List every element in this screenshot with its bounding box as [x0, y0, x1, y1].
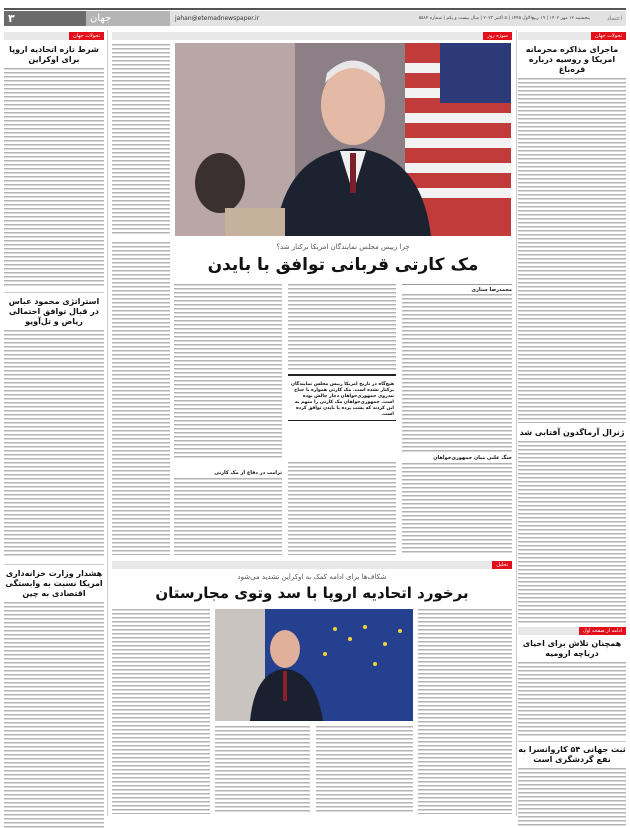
story-title[interactable]: ماجرای مذاکره محرمانه امریکا و روسیه درباره قره‌باغ: [525, 45, 619, 74]
story-title[interactable]: هشدار وزارت خزانه‌داری امریکا نسبت به وابستگی اقتصادی به چین: [4, 564, 104, 599]
section-label: تحولات جهان: [69, 32, 104, 40]
story-body: [518, 662, 626, 738]
story-body: [4, 68, 104, 286]
story-body: [518, 441, 626, 623]
left-column: [4, 32, 104, 828]
section-title: جهان: [86, 11, 170, 26]
section-email[interactable]: jahan@etemadnewspaper.ir: [175, 15, 260, 22]
orban-photo-graphic: [215, 609, 413, 721]
story-title[interactable]: استراتژی محمود عباس در قبال توافق احتمالی ریاض و تل‌آویو: [4, 292, 104, 327]
continued-label: ادامه از صفحه اول: [579, 627, 626, 635]
pull-quote: هیچ‌گاه در تاریخ امریکا رییس مجلس نمایندگان برکنار نشده است. مک کارتی همواره با جناح تندروی جمهوری‌خواهان دچار چالش بوده است. جمهوری‌خواهان مک کارتی را متهم به این کردند که پشت پرده با بایدن توافق کرده است.: [288, 374, 396, 421]
main-headline[interactable]: مک کارتی قربانی توافق با بایدن: [207, 255, 479, 275]
mccarthy-photo: [175, 43, 511, 236]
story-title[interactable]: ثبت جهانی ۵۴ کاروانسرا به نفع گردشگری است: [518, 741, 626, 765]
story-body: [518, 78, 626, 423]
column-divider: [516, 30, 517, 816]
subhead: ترامپ در دفاع از مک کارتی: [214, 470, 282, 476]
article-column: [174, 478, 282, 555]
page-number: ۳: [4, 11, 86, 26]
newspaper-logo: اعتماد: [606, 15, 622, 22]
analysis-label-bar: [112, 561, 512, 569]
article-column: [215, 726, 310, 814]
article-column: [418, 609, 512, 814]
date-line: پنجشنبه ۱۲ مهر ۱۴۰۲ | ۱۹ ربیع‌الاول ۱۴۴۵ | ۵ اکتبر ۲۰۲۳ | سال بیست و یکم | شماره ۵۵۸۴: [418, 16, 590, 21]
article-column: [288, 284, 396, 370]
main-label: سوژه روز: [483, 32, 512, 40]
orban-photo: [215, 609, 413, 721]
mccarthy-photo-graphic: [175, 43, 511, 236]
lead-text: [112, 44, 170, 236]
byline: محمدرضا ستاری: [402, 284, 512, 293]
article-column: [402, 463, 512, 555]
article-column: [316, 726, 413, 814]
right-label-bar: [518, 32, 626, 40]
main-label-bar: [112, 32, 512, 40]
subhead: جنگ علنی میان جمهوری‌خواهان: [433, 455, 512, 461]
article-column: [288, 462, 396, 555]
column-divider: [107, 30, 108, 816]
analysis-headline[interactable]: برخورد اتحادیه اروپا با سد وتوی مجارستان: [155, 584, 469, 602]
article-column: [174, 284, 282, 459]
right-column: [518, 32, 626, 828]
story-title[interactable]: شرط تازه اتحادیه اروپا برای اوکراین: [9, 45, 99, 64]
story-body: [4, 330, 104, 558]
continued-label-bar: [518, 627, 626, 635]
story-body: [518, 768, 626, 828]
top-rule: [4, 8, 626, 10]
article-column: [402, 294, 512, 452]
article-column: [112, 609, 210, 814]
analysis-label: تحلیل: [492, 561, 512, 569]
section-label: تحولات جهان: [591, 32, 626, 40]
story-title[interactable]: همچنان تلاش برای احیای دریاچه ارومیه: [522, 639, 622, 658]
article-column: [112, 242, 170, 555]
main-kicker: چرا رییس مجلس نمایندگان امریکا برکنار شد؟: [276, 243, 410, 251]
analysis-kicker: شکاف‌ها برای ادامه کمک به اوکراین تشدید می‌شود: [237, 573, 387, 581]
left-label-bar: [4, 32, 104, 40]
story-body: [4, 602, 104, 828]
story-title[interactable]: ژنرال آرماگدون آفتابی شد: [519, 428, 625, 437]
